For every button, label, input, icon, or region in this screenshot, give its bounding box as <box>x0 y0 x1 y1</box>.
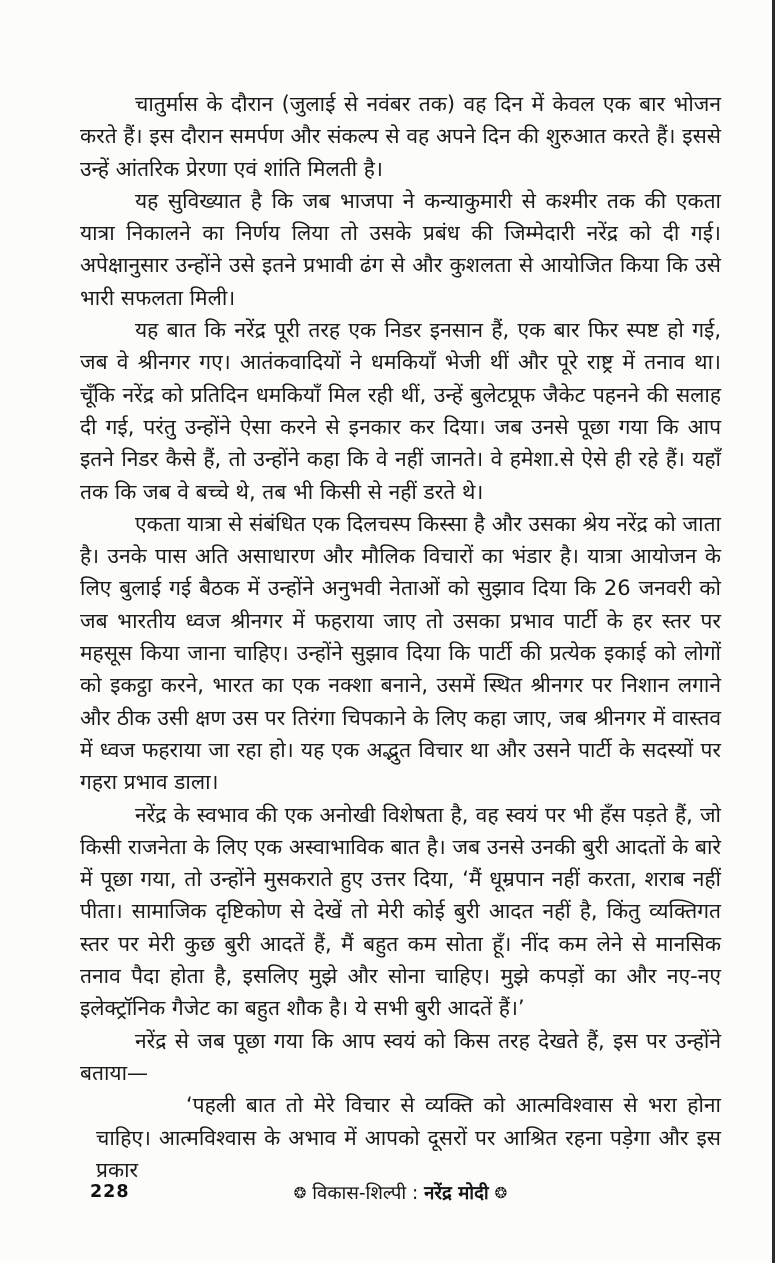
paragraph-fearless-srinagar: यह बात कि नरेंद्र पूरी तरह एक निडर इनसान हैं, एक बार फिर स्पष्ट हो गई, जब वे श्रीनगर गए। आतंकवादियों ने धमकियाँ भेजी थीं और पूरे राष्ट्र में तनाव था। चूँकि नरेंद्र को प्रतिदिन धमकियाँ मिल रही थीं, उन्हें बुलेटप्रूफ जैकेट पहनने की सलाह दी गई, परंतु उन्होंने ऐसा करने से इनकार कर दिया। जब उनसे पूछा गया कि आप इतने निडर कैसे हैं, तो उन्होंने कहा कि वे नहीं जानते। वे हमेशा.से ऐसे ही रहे हैं। यहाँ तक कि जब वे बच्चे थे, तब भी किसी से नहीं डरते थे। <box>80 318 721 504</box>
text-block <box>80 88 721 1186</box>
footer-title <box>80 1180 721 1205</box>
paragraph-self-view-quote: ‘पहली बात तो मेरे विचार से व्यक्ति को आत्मविश्वास से भरा होना चाहिए। आत्मविश्वास के अभाव में आपको दूसरों पर आश्रित रहना पड़ेगा और इस प्रकार <box>96 1093 721 1182</box>
paragraph-self-view-question: नरेंद्र से जब पूछा गया कि आप स्वयं को किस तरह देखते हैं, इस पर उन्होंने बताया— <box>80 1028 721 1085</box>
paragraph-ekta-yatra-flag-idea: एकता यात्रा से संबंधित एक दिलचस्प किस्सा है और उसका श्रेय नरेंद्र को जाता है। उनके पास अति असाधारण और मौलिक विचारों का भंडार है। यात्रा आयोजन के लिए बुलाई गई बैठक में उन्होंने अनुभवी नेताओं को सुझाव दिया कि 26 जनवरी को जब भारतीय ध्वज श्रीनगर में फहराया जाए तो उसका प्रभाव पार्टी के हर स्तर पर महसूस किया जाना चाहिए। उन्होंने सुझाव दिया कि पार्टी की प्रत्येक इकाई को लोगों को इकट्ठा करने, भारत का एक नक्शा बनाने, उसमें स्थित श्रीनगर पर निशान लगाने और ठीक उसी क्षण उस पर तिरंगा चिपकाने के लिए कहा जाए, जब श्रीनगर में वास्तव में ध्वज फहराया जा रहा हो। यह एक अद्भुत विचार था और उसने पार्टी के सदस्यों पर गहरा प्रभाव डाला। <box>80 511 721 795</box>
paragraph-chaturmas-routine: चातुर्मास के दौरान (जुलाई से नवंबर तक) वह दिन में केवल एक बार भोजन करते हैं। इस दौरान समर्पण और संकल्प से वह अपने दिन की शुरुआत करते हैं। इससे उन्हें आंतरिक प्रेरणा एवं शांति मिलती है। <box>80 92 721 181</box>
footer <box>80 1180 721 1210</box>
footer-ornament-right-icon: ❂ <box>494 1184 508 1202</box>
paragraph-ekta-yatra-responsibility: यह सुविख्यात है कि जब भाजपा ने कन्याकुमारी से कश्मीर तक की एकता यात्रा निकालने का निर्णय लिया तो उसके प्रबंध की जिम्मेदारी नरेंद्र को दी गई। अपेक्षानुसार उन्होंने उसे इतने प्रभावी ढंग से और कुशलता से आयोजित किया कि उसे भारी सफलता मिली। <box>80 188 721 310</box>
page-number: 228 <box>90 1182 130 1202</box>
footer-ornament-left-icon: ❂ <box>293 1184 307 1202</box>
footer-title-bold: नरेंद्र मोदी <box>424 1183 489 1204</box>
footer-title-regular: विकास-शिल्पी : <box>312 1183 425 1204</box>
paragraph-habits-self-humour: नरेंद्र के स्वभाव की एक अनोखी विशेषता है, वह स्वयं पर भी हँस पड़ते हैं, जो किसी राजनेता के लिए एक अस्वाभाविक बात है। जब उनसे उनकी बुरी आदतों के बारे में पूछा गया, तो उन्होंने मुसकराते हुए उत्तर दिया, ‘मैं धूम्रपान नहीं करता, शराब नहीं पीता। सामाजिक दृष्टिकोण से देखें तो मेरी कोई बुरी आदत नहीं है, किंतु व्यक्तिगत स्तर पर मेरी कुछ बुरी आदतें हैं, मैं बहुत कम सोता हूँ। नींद कम लेने से मानसिक तनाव पैदा होता है, इसलिए मुझे और सोना चाहिए। मुझे कपड़ों का और नए-नए इलेक्ट्रॉनिक गैजेट का बहुत शौक है। ये सभी बुरी आदतें हैं।’ <box>80 802 721 1021</box>
